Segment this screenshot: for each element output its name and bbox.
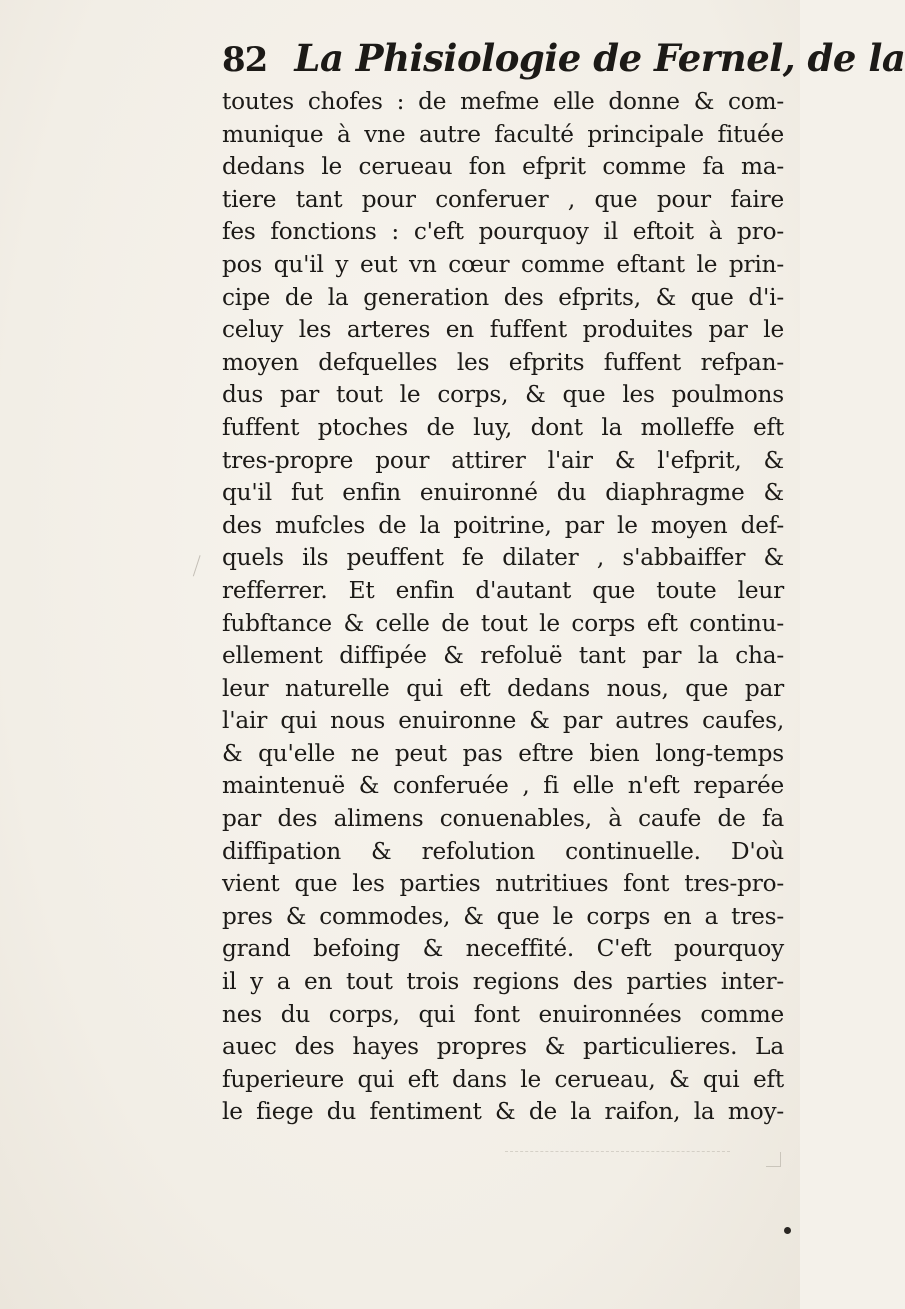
text-line: fuperieure qui eft dans le cerueau, & qui eft xyxy=(222,1065,784,1093)
text-line: vient que les parties nutritiues font tres-pro- xyxy=(222,870,784,898)
text-line: pres & commodes, & que le corps en a tres- xyxy=(222,902,784,930)
text-line: des mufcles de la poitrine, par le moyen def- xyxy=(222,511,784,539)
text-line: munique à vne autre faculté principale fituée xyxy=(222,120,784,148)
page-number: 82 xyxy=(222,40,268,80)
text-line: nes du corps, qui font enuironnées comme xyxy=(222,1000,784,1028)
faint-underline xyxy=(505,1151,730,1154)
text-line: dedans le cerueau fon efprit comme fa ma- xyxy=(222,153,784,181)
text-line: cipe de la generation des efprits, & que d'i- xyxy=(222,283,784,311)
running-title: La Phisiologie de Fernel, de la xyxy=(294,36,905,80)
text-line: fuffent ptoches de luy, dont la molleffe eft xyxy=(222,413,784,441)
ink-dot xyxy=(784,1227,791,1234)
text-line: le fiege du fentiment & de la raifon, la moy- xyxy=(222,1098,784,1126)
text-line: & qu'elle ne peut pas eftre bien long-temps xyxy=(222,739,784,767)
page-header xyxy=(222,36,905,92)
text-line: auec des hayes propres & particulieres. La xyxy=(222,1033,784,1061)
margin-pencil-mark xyxy=(193,555,208,579)
text-line: tres-propre pour attirer l'air & l'efprit, & xyxy=(222,446,784,474)
text-line: celuy les arteres en fuffent produites par le xyxy=(222,316,784,344)
text-line: diffipation & refolution continuelle. D'où xyxy=(222,837,784,865)
body-text xyxy=(222,86,784,1129)
text-line: l'air qui nous enuironne & par autres caufes, xyxy=(222,707,784,735)
corner-pencil-mark xyxy=(766,1152,781,1167)
text-line: il y a en tout trois regions des parties inter- xyxy=(222,968,784,996)
text-line: pos qu'il y eut vn cœur comme eftant le prin- xyxy=(222,250,784,278)
text-line: fes fonctions : c'eft pourquoy il eftoit à pro- xyxy=(222,218,784,246)
text-line: fubftance & celle de tout le corps eft continu- xyxy=(222,609,784,637)
text-line: leur naturelle qui eft dedans nous, que par xyxy=(222,674,784,702)
text-line: toutes chofes : de mefme elle donne & com- xyxy=(222,88,784,115)
text-line: dus par tout le corps, & que les poulmons xyxy=(222,381,784,409)
text-line: maintenuë & conferuée , fi elle n'eft reparée xyxy=(222,772,784,800)
text-line: par des alimens conuenables, à caufe de fa xyxy=(222,805,784,833)
text-line: moyen defquelles les efprits fuffent refpan- xyxy=(222,348,784,376)
text-line: quels ils peuffent fe dilater , s'abbaiffer & xyxy=(222,544,784,572)
text-line: refferrer. Et enfin d'autant que toute leur xyxy=(222,576,784,604)
text-line: qu'il fut enfin enuironné du diaphragme & xyxy=(222,479,784,507)
text-line: grand befoing & neceffité. C'eft pourquoy xyxy=(222,935,784,963)
text-line: tiere tant pour conferuer , que pour faire xyxy=(222,185,784,213)
text-line: ellement diffipée & refoluë tant par la cha- xyxy=(222,642,784,670)
